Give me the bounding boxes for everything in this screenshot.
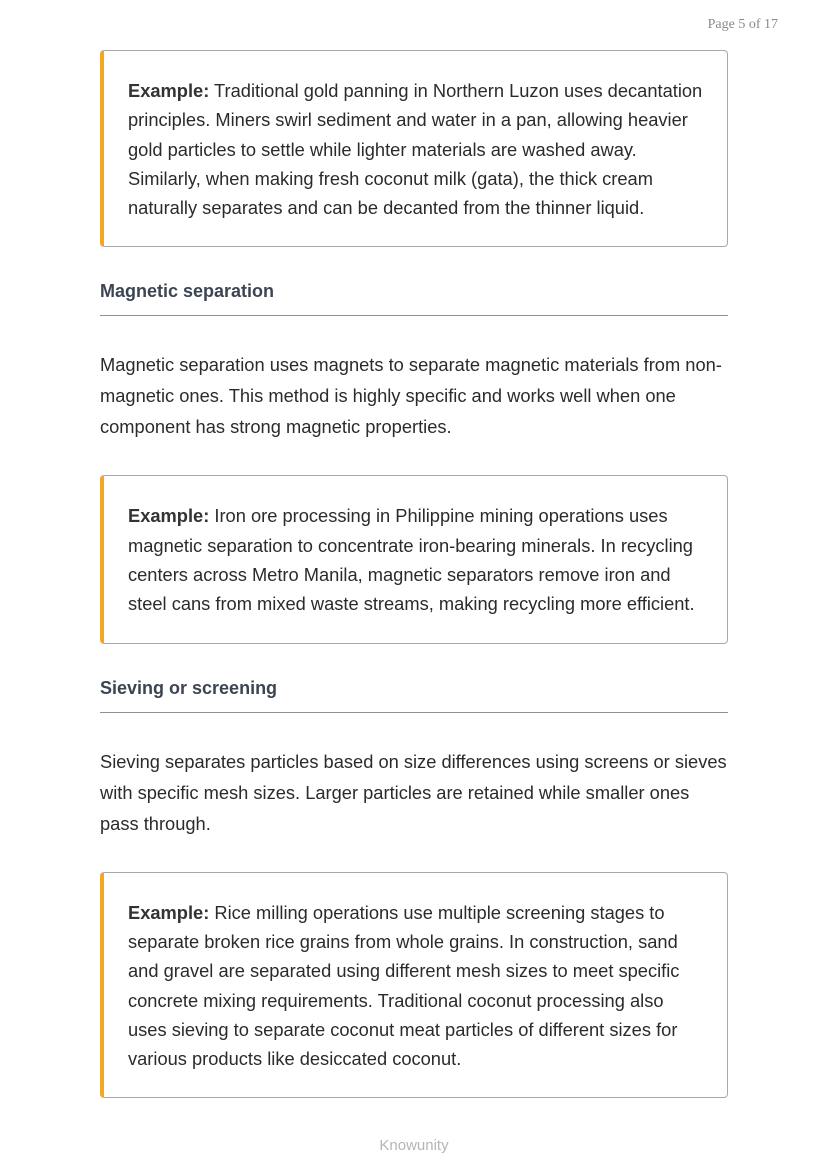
section-title-sieving: Sieving or screening — [100, 678, 728, 713]
page-content — [100, 50, 728, 1098]
paragraph-magnetic: Magnetic separation uses magnets to separate magnetic materials from non-magnetic ones. This method is highly specific and works well when one component has strong magnetic properties. — [100, 354, 722, 438]
section-title-magnetic: Magnetic separation — [100, 281, 728, 316]
example-box-decantation — [100, 50, 728, 247]
example-text: Traditional gold panning in Northern Luzon uses decantation principles. Miners swirl sediment and water in a pan, allowing heavier gold particles to settle while lighter materials are washed away. Similarly, when making fresh coconut milk (gata), the thick cream naturally separates and can be decanted from the thinner liquid. — [128, 80, 703, 219]
example-label: Example: — [128, 901, 210, 923]
example-label: Example: — [128, 80, 210, 101]
example-text: Iron ore processing in Philippine mining operations uses magnetic separation to concentrate iron-bearing minerals. In recycling centers across Metro Manila, magnetic separators remove iron and steel cans from mixed waste streams, making recycling more efficient. — [128, 505, 695, 615]
paragraph-sieving: Sieving separates particles based on size differences using screens or sieves with specific mesh sizes. Larger particles are retained while smaller ones pass through. — [100, 750, 727, 834]
example-label: Example: — [128, 505, 210, 527]
example-box-sieving — [100, 872, 728, 1099]
footer-brand: Knowunity — [379, 1137, 449, 1154]
example-box-magnetic — [100, 475, 728, 643]
example-text: Rice milling operations use multiple screening stages to separate broken rice grains from whole grains. In construction, sand and gravel are separated using different mesh sizes to meet specific concrete mixing requirements. Traditional coconut processing also uses sieving to separate coconut meat particles of different sizes for various products like desiccated coconut. — [128, 901, 680, 1070]
page-number: Page 5 of 17 — [707, 17, 778, 32]
